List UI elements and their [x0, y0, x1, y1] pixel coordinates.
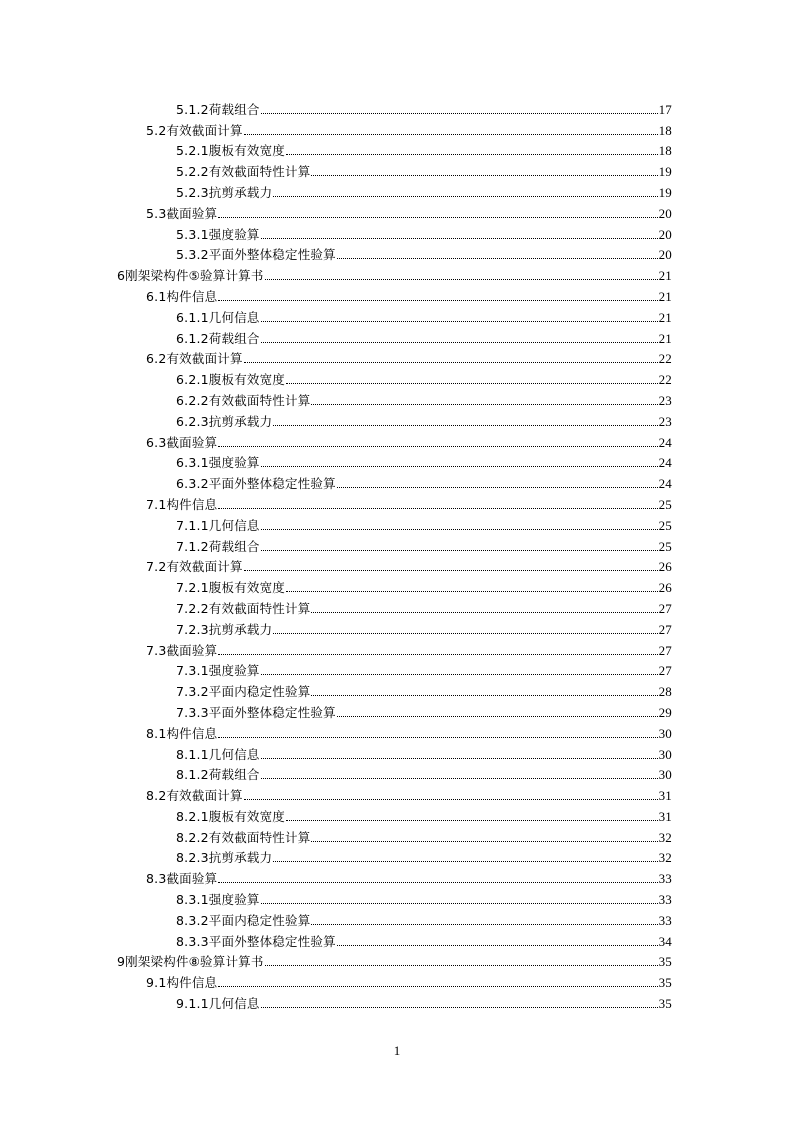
toc-entry-title: 8.3截面验算	[146, 871, 218, 887]
toc-entry[interactable]	[146, 865, 672, 886]
toc-entry-title: 8.2.1腹板有效宽度	[176, 808, 286, 824]
toc-entry-page-number: 18	[658, 143, 672, 159]
toc-entry-page-number: 25	[658, 538, 672, 554]
toc-dot-leader	[261, 903, 658, 904]
toc-entry-page-number: 35	[658, 996, 672, 1012]
toc-dot-leader	[261, 342, 658, 343]
toc-entry-title: 5.3截面验算	[146, 205, 218, 221]
toc-dot-leader	[337, 716, 658, 717]
toc-entry[interactable]	[176, 512, 672, 533]
toc-entry[interactable]	[176, 138, 672, 159]
toc-dot-leader	[218, 737, 657, 738]
toc-entry-page-number: 24	[658, 434, 672, 450]
toc-entry-title: 6.3.1强度验算	[176, 455, 260, 471]
toc-entry-title: 9刚架梁构件⑧验算计算书	[117, 954, 264, 970]
toc-entry-title: 7.3.3平面外整体稳定性验算	[176, 704, 336, 720]
toc-entry-title: 7.3.1强度验算	[176, 663, 260, 679]
toc-entry[interactable]	[176, 658, 672, 679]
toc-dot-leader	[244, 799, 658, 800]
toc-dot-leader	[261, 778, 658, 779]
toc-entry-page-number: 30	[658, 767, 672, 783]
toc-dot-leader	[261, 529, 658, 530]
toc-entry-page-number: 31	[658, 788, 672, 804]
table-of-contents	[0, 96, 794, 1011]
toc-entry[interactable]	[146, 429, 672, 450]
toc-dot-leader	[244, 134, 658, 135]
toc-entry-page-number: 27	[658, 600, 672, 616]
toc-dot-leader	[286, 154, 658, 155]
toc-entry[interactable]	[176, 221, 672, 242]
toc-entry[interactable]	[176, 845, 672, 866]
toc-entry-title: 7.2.3抗剪承载力	[176, 621, 273, 637]
toc-entry-page-number: 24	[658, 455, 672, 471]
toc-entry-page-number: 19	[658, 184, 672, 200]
toc-entry-page-number: 22	[658, 372, 672, 388]
toc-entry-title: 6.1.2荷载组合	[176, 330, 260, 346]
toc-dot-leader	[218, 446, 657, 447]
toc-entry-title: 6刚架梁构件⑤验算计算书	[117, 268, 264, 284]
toc-dot-leader	[311, 175, 657, 176]
toc-dot-leader	[286, 591, 658, 592]
toc-dot-leader	[261, 758, 658, 759]
toc-entry-page-number: 34	[658, 933, 672, 949]
toc-entry-page-number: 25	[658, 496, 672, 512]
toc-entry[interactable]	[176, 242, 672, 263]
toc-entry-page-number: 27	[658, 663, 672, 679]
toc-entry[interactable]	[176, 699, 672, 720]
toc-dot-leader	[311, 404, 657, 405]
toc-entry-page-number: 33	[658, 871, 672, 887]
toc-entry[interactable]	[176, 907, 672, 928]
toc-dot-leader	[261, 321, 658, 322]
toc-entry-page-number: 25	[658, 517, 672, 533]
toc-entry[interactable]	[176, 158, 672, 179]
toc-dot-leader	[244, 362, 658, 363]
toc-entry-title: 9.1.1几何信息	[176, 996, 260, 1012]
toc-entry[interactable]	[176, 304, 672, 325]
toc-entry[interactable]	[176, 803, 672, 824]
toc-entry-page-number: 20	[658, 205, 672, 221]
toc-entry-page-number: 23	[658, 392, 672, 408]
toc-entry-title: 7.1.1几何信息	[176, 517, 260, 533]
toc-entry-title: 7.1构件信息	[146, 496, 218, 512]
toc-entry[interactable]	[146, 491, 672, 512]
toc-entry-title: 5.3.2平面外整体稳定性验算	[176, 247, 336, 263]
toc-entry-title: 7.3.2平面内稳定性验算	[176, 684, 311, 700]
toc-entry-title: 8.2.2有效截面特性计算	[176, 829, 311, 845]
toc-entry-title: 6.1构件信息	[146, 288, 218, 304]
toc-entry[interactable]	[176, 595, 672, 616]
toc-dot-leader	[286, 820, 658, 821]
toc-dot-leader	[273, 196, 657, 197]
toc-entry[interactable]	[146, 554, 672, 575]
toc-entry-title: 8.3.3平面外整体稳定性验算	[176, 933, 336, 949]
toc-entry[interactable]	[146, 969, 672, 990]
toc-entry[interactable]	[176, 990, 672, 1011]
toc-dot-leader	[273, 861, 657, 862]
toc-entry[interactable]	[176, 824, 672, 845]
toc-entry-page-number: 26	[658, 580, 672, 596]
toc-dot-leader	[218, 986, 657, 987]
toc-dot-leader	[218, 654, 657, 655]
toc-entry[interactable]	[176, 741, 672, 762]
toc-entry[interactable]	[176, 886, 672, 907]
toc-entry-page-number: 32	[658, 829, 672, 845]
toc-entry-page-number: 20	[658, 226, 672, 242]
toc-entry-page-number: 21	[658, 309, 672, 325]
toc-entry-title: 6.2.2有效截面特性计算	[176, 392, 311, 408]
toc-dot-leader	[265, 279, 658, 280]
toc-entry-page-number: 30	[658, 746, 672, 762]
toc-entry-title: 5.2.2有效截面特性计算	[176, 164, 311, 180]
toc-dot-leader	[273, 633, 657, 634]
toc-entry[interactable]	[176, 616, 672, 637]
toc-dot-leader	[311, 695, 657, 696]
toc-entry-title: 9.1构件信息	[146, 975, 218, 991]
toc-dot-leader	[311, 612, 657, 613]
toc-dot-leader	[311, 924, 657, 925]
toc-entry[interactable]	[146, 283, 672, 304]
toc-dot-leader	[244, 570, 658, 571]
toc-entry-page-number: 21	[658, 288, 672, 304]
toc-entry[interactable]	[176, 762, 672, 783]
toc-dot-leader	[337, 945, 658, 946]
toc-entry-title: 6.1.1几何信息	[176, 309, 260, 325]
toc-entry[interactable]	[117, 949, 672, 970]
toc-entry-title: 8.3.2平面内稳定性验算	[176, 912, 311, 928]
toc-entry-page-number: 29	[658, 704, 672, 720]
toc-dot-leader	[218, 882, 657, 883]
toc-entry[interactable]	[176, 96, 672, 117]
toc-entry[interactable]	[146, 346, 672, 367]
toc-entry[interactable]	[176, 408, 672, 429]
toc-entry-page-number: 22	[658, 351, 672, 367]
toc-entry-title: 7.2有效截面计算	[146, 559, 243, 575]
toc-entry[interactable]	[146, 117, 672, 138]
toc-dot-leader	[261, 674, 658, 675]
toc-entry-page-number: 30	[658, 725, 672, 741]
toc-dot-leader	[261, 1007, 658, 1008]
toc-entry-title: 7.2.1腹板有效宽度	[176, 580, 286, 596]
toc-entry-title: 8.3.1强度验算	[176, 892, 260, 908]
toc-entry-title: 5.2.1腹板有效宽度	[176, 143, 286, 159]
toc-dot-leader	[311, 841, 657, 842]
toc-entry[interactable]	[146, 782, 672, 803]
toc-entry-title: 5.2.3抗剪承载力	[176, 184, 273, 200]
toc-dot-leader	[337, 487, 658, 488]
toc-entry-page-number: 32	[658, 850, 672, 866]
toc-entry-page-number: 18	[658, 122, 672, 138]
toc-dot-leader	[261, 113, 658, 114]
toc-entry-page-number: 35	[658, 975, 672, 991]
toc-entry[interactable]	[176, 325, 672, 346]
toc-entry-title: 6.2有效截面计算	[146, 351, 243, 367]
toc-entry-title: 7.1.2荷载组合	[176, 538, 260, 554]
toc-entry[interactable]	[146, 637, 672, 658]
page-number: 1	[393, 1043, 401, 1058]
toc-dot-leader	[261, 238, 658, 239]
toc-entry[interactable]	[176, 928, 672, 949]
toc-dot-leader	[273, 425, 657, 426]
toc-entry-page-number: 35	[658, 954, 672, 970]
toc-entry[interactable]	[176, 470, 672, 491]
toc-entry-title: 6.2.1腹板有效宽度	[176, 372, 286, 388]
toc-entry-title: 8.2.3抗剪承载力	[176, 850, 273, 866]
toc-entry[interactable]	[176, 533, 672, 554]
toc-dot-leader	[261, 550, 658, 551]
toc-entry-page-number: 17	[658, 101, 672, 117]
toc-entry[interactable]	[146, 200, 672, 221]
toc-entry-page-number: 24	[658, 476, 672, 492]
toc-dot-leader	[265, 965, 658, 966]
toc-entry-title: 8.1.1几何信息	[176, 746, 260, 762]
toc-entry-title: 7.3截面验算	[146, 642, 218, 658]
toc-entry-title: 8.1构件信息	[146, 725, 218, 741]
toc-entry-title: 8.1.2荷载组合	[176, 767, 260, 783]
toc-entry[interactable]	[117, 262, 672, 283]
toc-entry-page-number: 31	[658, 808, 672, 824]
toc-entry-page-number: 33	[658, 892, 672, 908]
toc-entry-title: 5.1.2荷载组合	[176, 101, 260, 117]
toc-entry[interactable]	[146, 720, 672, 741]
toc-entry-title: 8.2有效截面计算	[146, 788, 243, 804]
toc-entry-page-number: 33	[658, 912, 672, 928]
toc-entry-page-number: 19	[658, 164, 672, 180]
toc-entry[interactable]	[176, 678, 672, 699]
toc-entry-title: 6.3.2平面外整体稳定性验算	[176, 476, 336, 492]
toc-dot-leader	[218, 508, 657, 509]
toc-entry-title: 6.2.3抗剪承载力	[176, 413, 273, 429]
toc-entry[interactable]	[176, 450, 672, 471]
toc-entry[interactable]	[176, 366, 672, 387]
toc-entry-page-number: 21	[658, 268, 672, 284]
toc-dot-leader	[261, 466, 658, 467]
toc-entry[interactable]	[176, 179, 672, 200]
toc-entry-title: 7.2.2有效截面特性计算	[176, 600, 311, 616]
toc-entry-title: 5.3.1强度验算	[176, 226, 260, 242]
toc-dot-leader	[286, 383, 658, 384]
toc-dot-leader	[218, 217, 657, 218]
toc-entry-title: 5.2有效截面计算	[146, 122, 243, 138]
toc-dot-leader	[218, 300, 657, 301]
toc-entry-page-number: 26	[658, 559, 672, 575]
toc-entry-page-number: 27	[658, 621, 672, 637]
toc-entry[interactable]	[176, 574, 672, 595]
toc-entry-page-number: 27	[658, 642, 672, 658]
toc-entry-page-number: 28	[658, 684, 672, 700]
toc-entry-page-number: 23	[658, 413, 672, 429]
toc-dot-leader	[337, 258, 658, 259]
toc-entry-title: 6.3截面验算	[146, 434, 218, 450]
toc-entry[interactable]	[176, 387, 672, 408]
toc-entry-page-number: 21	[658, 330, 672, 346]
toc-entry-page-number: 20	[658, 247, 672, 263]
